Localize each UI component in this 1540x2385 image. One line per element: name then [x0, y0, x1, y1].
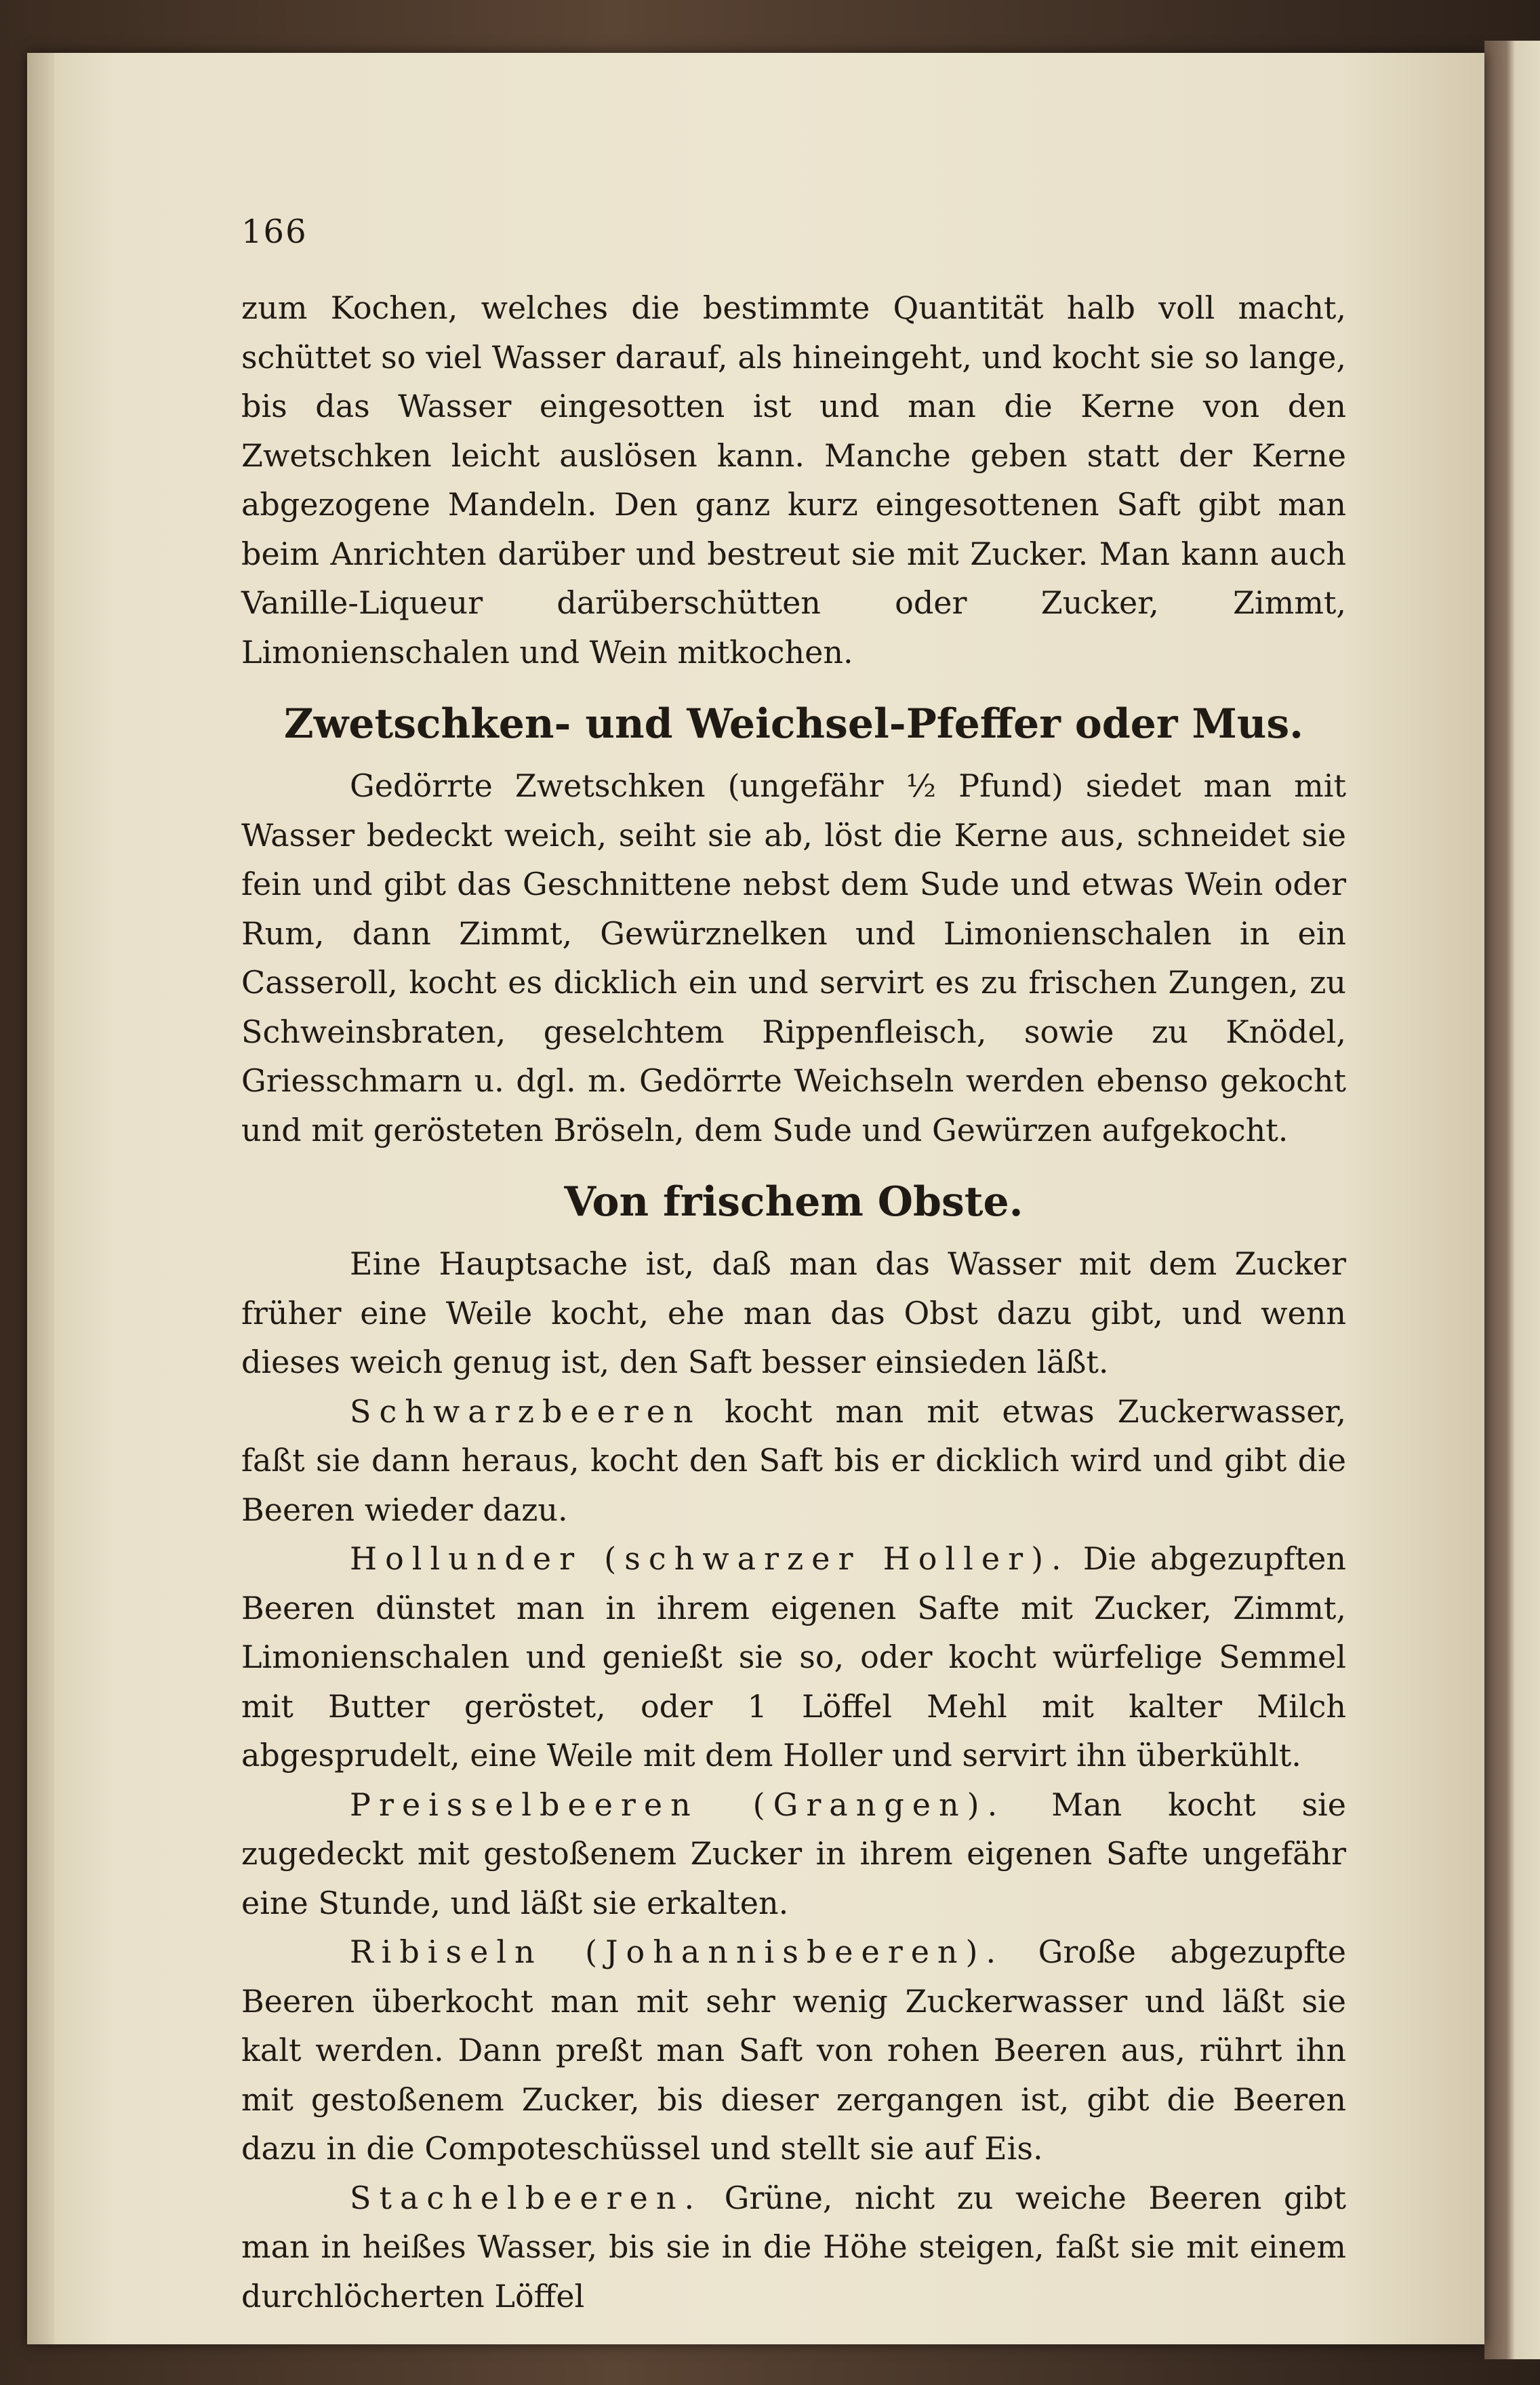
next-page-edge — [1484, 41, 1540, 2359]
term-preisselbeeren: Preisselbeeren (Grangen). — [350, 1786, 1006, 1823]
term-hollunder: Hollunder (schwarzer Holler). — [350, 1540, 1070, 1577]
paragraph-zwetschken: Gedörrte Zwetschken (ungefähr ½ Pfund) siedet man mit Wasser bedeckt weich, seiht sie ab, löst die Kerne aus, schneidet sie fein und gibt das Geschnittene nebst dem Sude und etwas Wein oder Rum, dann Zimmt, Gewürznelken und Limonienschalen in ein Casseroll, kocht es dicklich ein und servirt es zu frischen Zungen, zu Schweinsbraten, geselchtem Rippenfleisch, sowie zu Knödel, Griesschmarn u. dgl. m. Gedörrte Weichseln werden ebenso gekocht und mit gerösteten Bröseln, dem Sude und Gewürzen aufgekocht. — [241, 767, 1346, 1148]
heading-frischem-obste: Von frischem Obste. — [564, 1178, 1024, 1226]
term-ribiseln: Ribiseln (Johannisbeeren). — [350, 1933, 1005, 1970]
text-schwarzbeeren: kocht man mit etwas Zuckerwasser, faßt sie dann heraus, kocht den Saft bis er dicklich wird und gibt die Beeren wieder dazu. — [241, 1392, 1346, 1528]
page-number: 166 — [241, 213, 308, 251]
paragraph-preisselbeeren — [241, 1780, 1346, 1928]
paragraph-schwarzbeeren — [241, 1387, 1346, 1535]
text-ribiseln: Große abgezupfte Beeren überkocht man mit sehr wenig Zuckerwasser und läßt sie kalt werden. Dann preßt man Saft von rohen Beeren aus, rührt ihn mit gestoßenem Zucker, bis dieser zergangen ist, gibt die Beeren dazu in die Compoteschüssel und stellt sie auf Eis. — [241, 1933, 1346, 2167]
heading-zwetschken-mus: Zwetschken- und Weichsel-Pfeffer oder Mus. — [283, 700, 1304, 748]
paragraph-intro: zum Kochen, welches die bestimmte Quantität halb voll macht, schüttet so viel Wasser darauf, als hineingeht, und kocht sie so lange, bis das Wasser eingesotten ist und man die Kerne von den Zwetschken leicht auslösen kann. Manche geben statt der Kerne abgezogene Mandeln. Den ganz kurz eingesottenen Saft gibt man beim Anrichten darüber und bestreut sie mit Zucker. Man kann auch Vanille-Liqueur darüberschütten oder Zucker, Zimmt, Limonienschalen und Wein mitkochen. — [241, 289, 1346, 670]
paragraph-ribiseln — [241, 1927, 1346, 2173]
page-gutter — [27, 53, 54, 2344]
term-stachelbeeren: Stachelbeeren. — [350, 2179, 703, 2216]
text-stachelbeeren: Grüne, nicht zu weiche Beeren gibt man in heißes Wasser, bis sie in die Höhe steigen, faßt sie mit einem durchlöcherten Löffel — [241, 2179, 1346, 2314]
text-preisselbeeren: Man kocht sie zugedeckt mit gestoßenem Zucker in ihrem eigenen Safte ungefähr eine Stunde, und läßt sie erkalten. — [241, 1786, 1346, 1921]
page-content — [241, 213, 1346, 2321]
term-schwarzbeeren: Schwarzbeeren — [350, 1392, 702, 1430]
paragraph-stachelbeeren — [241, 2173, 1346, 2321]
paragraph-hollunder — [241, 1534, 1346, 1780]
paragraph-obst: Eine Hauptsache ist, daß man das Wasser mit dem Zucker früher eine Weile kocht, ehe man das Obst dazu gibt, und wenn dieses weich genug ist, den Saft besser einsieden läßt. — [241, 1245, 1346, 1380]
text-hollunder: Die abgezupften Beeren dünstet man in ihrem eigenen Safte mit Zucker, Zimmt, Limonienschalen und genießt sie so, oder kocht würfelige Semmel mit Butter geröstet, oder 1 Löffel Mehl mit kalter Milch abgesprudelt, eine Weile mit dem Holler und servirt ihn überkühlt. — [241, 1540, 1346, 1773]
